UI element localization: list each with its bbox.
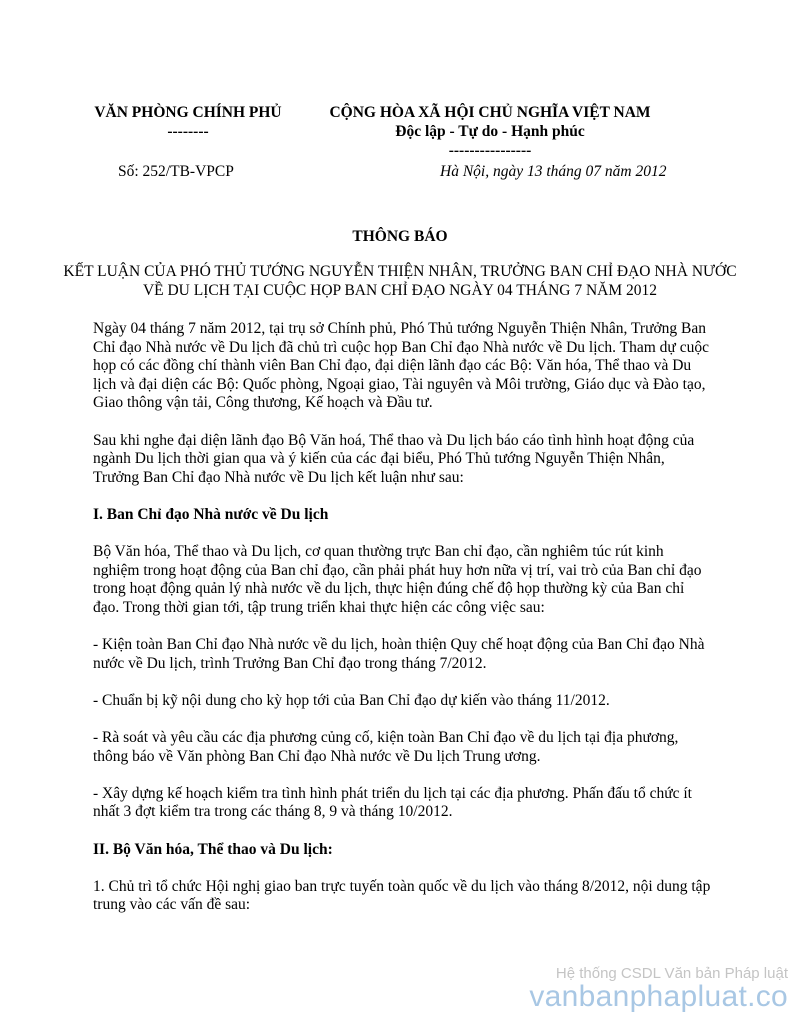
section-2-item-1: 1. Chủ trì tổ chức Hội nghị giao ban trực tuyến toàn quốc về du lịch vào tháng 8/2012, nội dung tập trung vào các vấn đề sau: [93, 877, 711, 914]
section-1-item-3: - Rà soát và yêu cầu các địa phương củng cố, kiện toàn Ban Chỉ đạo về du lịch tại địa phương, thông báo về Văn phòng Ban Chỉ đạo Nhà nước về Du lịch Trung ương. [93, 729, 679, 765]
section-2-heading: II. Bộ Văn hóa, Thể thao và Du lịch: [93, 840, 333, 858]
intro-paragraph-2: Sau khi nghe đại diện lãnh đạo Bộ Văn hoá, Thể thao và Du lịch báo cáo tình hình hoạt động của ngành Du lịch thời gian qua và ý kiến của các đại biểu, Phó Thủ tướng Nguyễn Thiện Nhân, Trưởng Ban Chỉ đạo Nhà nước về Du lịch kết luận như sau: [93, 431, 695, 486]
document-number: Số: 252/TB-VPCP [118, 163, 234, 180]
motto: Độc lập - Tự do - Hạnh phúc [395, 123, 585, 140]
section-1-item-1: - Kiện toàn Ban Chỉ đạo Nhà nước về du lịch, hoàn thiện Quy chế hoạt động của Ban Chỉ đạo Nhà nước về Du lịch, trình Trưởng Ban Chỉ đạo trong tháng 7/2012. [93, 636, 705, 672]
nation-name: CỘNG HÒA XÃ HỘI CHỦ NGHĨA VIỆT NAM [329, 104, 651, 121]
agency-block [88, 103, 288, 141]
section-1-item-4: - Xây dựng kế hoạch kiểm tra tình hình phát triển du lịch tại các địa phương. Phấn đấu tổ chức ít nhất 3 đợt kiểm tra trong các tháng 8, 9 và tháng 10/2012. [93, 784, 692, 821]
agency-name: VĂN PHÒNG CHÍNH PHỦ [94, 104, 282, 121]
document-subject: KẾT LUẬN CỦA PHÓ THỦ TƯỚNG NGUYỄN THIỆN NHÂN, TRƯỞNG BAN CHỈ ĐẠO NHÀ NƯỚC VỀ DU LỊCH TẠI CUỘC HỌP BAN CHỈ ĐẠO NGÀY 04 THÁNG 7 NĂM 2012 [63, 263, 737, 299]
document-body [93, 320, 713, 934]
agency-divider: -------- [167, 123, 209, 140]
watermark-site: vanbanphapluat.co [529, 980, 788, 1013]
section-1-item-2: - Chuẩn bị kỹ nội dung cho kỳ họp tới của Ban Chỉ đạo dự kiến vào tháng 11/2012. [93, 691, 610, 709]
national-heading-block [300, 103, 680, 160]
section-1-heading: I. Ban Chỉ đạo Nhà nước về Du lịch [93, 505, 329, 523]
section-1-body: Bộ Văn hóa, Thể thao và Du lịch, cơ quan thường trực Ban chỉ đạo, cần nghiêm túc rút kinh nghiệm trong hoạt động của Ban chỉ đạo, cần phải phát huy hơn nữa vị trí, vai trò của Ban chỉ đạo trong hoạt động quản lý nhà nước về du lịch, thực hiện đúng chế độ họp thường kỳ của Ban chỉ đạo. Trong thời gian tới, tập trung triển khai thực hiện các công việc sau: [93, 543, 702, 616]
document-type-title: THÔNG BÁO [352, 228, 448, 245]
watermark-caption: Hệ thống CSDL Văn bản Pháp luật [555, 965, 788, 982]
intro-paragraph-1: Ngày 04 tháng 7 năm 2012, tại trụ sở Chính phủ, Phó Thủ tướng Nguyễn Thiện Nhân, Trưởng Ban Chỉ đạo Nhà nước về Du lịch đã chủ trì cuộc họp Ban Chỉ đạo Nhà nước về Du lịch. Tham dự cuộc họp có các đồng chí thành viên Ban Chỉ đạo, đại diện lãnh đạo các Bộ: Văn hóa, Thể thao và Du lịch và đại diện các Bộ: Quốc phòng, Ngoại giao, Tài nguyên và Môi trường, Giáo dục và Đào tạo, Giao thông vận tải, Công thương, Kế hoạch và Đầu tư. [93, 320, 709, 412]
motto-divider: ---------------- [448, 142, 532, 159]
place-date: Hà Nội, ngày 13 tháng 07 năm 2012 [440, 163, 667, 180]
